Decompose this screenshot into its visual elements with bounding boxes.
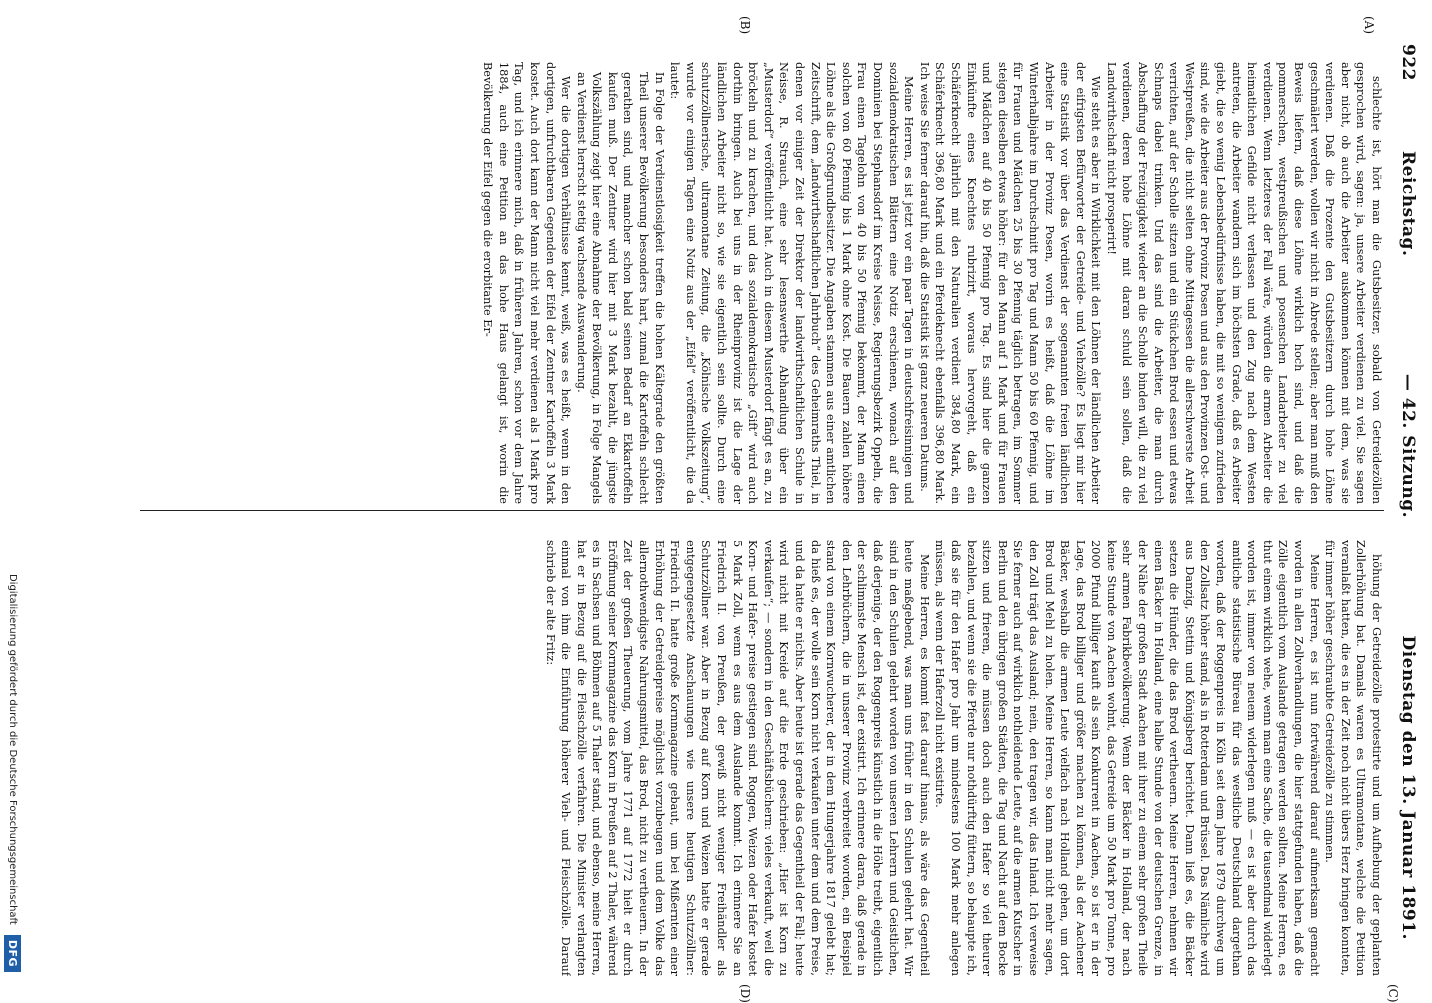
right-text-column bbox=[204, 540, 1384, 976]
page-header bbox=[1392, 44, 1418, 940]
margin-marker-c: (C) bbox=[1386, 984, 1400, 1003]
column-divider bbox=[140, 510, 1384, 511]
paragraph: Wie steht es aber in Wirklichkeit mit den Löhnen der ländlichen Arbeiter der eifrigsten Befürworter der Getreide- und Viehzölle? Es liegt mir hier eine Statistik vor über das Verdienst der sogenannten freien ländlichen Arbeiter in der Provinz Posen, worin es heißt, daß die Löhne im Winterhalbjahre im Durchschnitt pro Tag und Mann 50 bis 60 Pfennig, und für Frauen und Mädchen 25 bis 30 Pfennig täglich betragen, im Sommer steigen dieselben etwas höher: für den Mann auf 1 Mark und für Frauen und Mädchen auf 40 bis 50 Pfennig pro Tag. Es sind hier die ganzen Einkünfte eines Knechtes rubrizirt, woraus hervorgeht, daß ein Schäferknecht jährlich mit den Naturalien verdient 384,80 Mark, ein Schäferknecht 396,80 Mark und ein Pferdeknecht ebenfalls 396,80 Mark. Ich weise Sie ferner darauf hin, daß die Statistik ist ganz neueren Datums. bbox=[917, 62, 1103, 504]
quoted-paragraph: In Folge der Verdienstlosigkeit treffen die hohen Kältegrade den größten Theil unserer Bevölkerung besonders hart, zumal die Kartoffeln schlecht gerathen sind, und mancher schon bald seinen Bedarf an Ekkartoffeln kaufen muß. Der Zentner wird hier mit 3 Mark bezahlt, die jüngste Volkszählung zeigt hier eine Abnahme der Bevölkerung, in Folge Mangels an Verdienst herrscht stetig wachsende Auswanderung. bbox=[574, 72, 666, 504]
margin-marker-d: (D) bbox=[738, 984, 752, 1003]
paragraph: Meine Herren, es kommt fast darauf hinaus, als wäre das Gegentheil heute maßgebend, was man uns früher in den Schulen gelehrt hat. Wir sind in den Schulen gelehrt worden von unseren Lehrern und Geistlichen, daß derjenige, der den Roggenpreis künstlich in die Höhe treibt, eigentlich der schlimmste Mensch ist, der existirt. Ich erinnere daran, daß gerade in den Lehrbüchern, die in unserer Provinz verbreitet worden, ein Beispiel stand von einem Kornwucherer, der in dem Hungerjahre 1817 gelebt hat; da hieß es, der wolle sein Korn nicht verkaufen unter dem und dem Preise, und da hatte er nichts. Aber heute ist gerade das Gegentheil der Fall; heute wird nicht mit Kreide auf die Erde geschrieben: „Hier ist Korn zu verkaufen“; — sondern in den Geschäftsbüchern: vieles verkauft, weil die Korn- und Hafer- preise gestiegen sind. Roggen, Weizen oder Hafer kostet 5 Mark Zoll, wenn es aus dem Auslande kommt. Ich erinnere Sie an Friedrich II. von Preußen, der gewiß nicht weniger Freihändler als Schutzzöllner war. Aber in Bezug auf Korn und Weizen hatte er gerade entgegengesetzte Anschauungen wie unsere heutigen Schutzzöllner: Friedrich II. hatte große Kornmagazine gebaut, um bei Mißernten einer Erhöhung der Getreidepreise möglichst vorzubeugen und dem Volke das allernothwendigste Nahrungsmittel, das Brod, nicht zu vertheuern. In der Zeit der großen Theuerung, vom Jahre 1771 auf 1772 hielt er durch Eröffnung seiner Kornmagazine das Korn in Preußen auf 2 Thaler, während es in Sachsen und Böhmen auf 5 Thaler stand, und ebenso, meine Herren, hat er in Bezug auf die Fleischzölle verfahren. Die Minister verlangten einmal von ihm die Einführung höherer Vieh- und Fleischzölle. Darauf schrieb der alte Fritz: bbox=[543, 540, 931, 976]
margin-marker-a: (A) bbox=[1362, 16, 1376, 35]
digitization-credit bbox=[0, 0, 26, 1000]
paragraph: Meine Herren, es ist jetzt vor ein paar Tagen in deutschfreisinnigen und sozialdemokratischen Blättern eine Notiz erschienen, wonach auf den Dominien bei Stephansdorf im Kreise Neisse, Regierungsbezirk Oppeln, die Frau einen Tagelohn von 40 bis 50 Pfennig bekommt, der Mann einen solchen von 60 Pfennig bis 1 Mark ohne Kost. Die Bauern zahlen höhere Löhne als die Großgrundbesitzer. Die Angaben stammen aus einer amtlichen Zeitschrift, dem „landwirthschaftlichen Jahrbuch“ des Geheimraths Thiel, in denen vor einiger Zeit der Direktor der landwirthschaftlichen Schule in Neisse, R. Strauch, eine sehr lesenswerthe Abhandlung über ein „Musterdorf“ veröffentlicht hat. Auch in diesem Musterdorf fängt es an, zu bröckeln und zu krachen, und das sozialdemokratische „Gift“ wird auch dorthin bringen. Auch bei uns in der Rheinprovinz ist die Lage der ländlichen Arbeiter nicht so, wie sie eigentlich sein sollte. Durch eine schutzzöllnerische, ultramontane Zeitung, die „Kölnische Volkszeitung“, wurde vor einigen Tagen eine Notiz aus der „Eifel“ veröffentlicht, die da lautet: bbox=[668, 62, 916, 504]
paragraph: höhung der Getreidezölle protestirte und um Aufhebung der geplanten Zollerhöhung bat. Damals waren es Ultramontane, welche die Petition veranlaßt hatten, die es in der Zeit noch nicht übers Herz bringen konnten, für immer höher geschraubte Getreidezölle zu stimmen. bbox=[1323, 540, 1383, 976]
paragraph: Wer die dortigen Verhältnisse kennt, weiß, was es heißt, wenn in den dortigen, unfruchtbaren Gegenden der Eifel der Zentner Kartoffeln 3 Mark kostet. Auch dort kann der Mann nicht viel mehr verdienen als 1 Mark pro Tag, und ich erinnere mich, daß in früheren Jahren, schon vor dem Jahre 1884, auch eine Petition an das hohe Haus gelangt ist, worin die Bevölkerung der Eifel gegen die erorbitante Er- bbox=[481, 62, 573, 504]
session-date: Dienstag den 13. Januar 1891. bbox=[1398, 635, 1418, 940]
paragraph: Meine Herren, es ist nun fortwährend darauf aufmerksam gemacht worden in allen Zollverhandlungen, die hier stattgefunden haben, daß die Zölle eigentlich vom Auslande getragen werden sollten. Meine Herren, es thut einem wirklich wehe, wenn man eine Sache, die tausendmal widerlegt worden ist, immer von neuem widerlegen muß — es ist aber durch das amtliche statistische Büreau für das westliche Deutschland dargethan worden, daß der Roggenpreis in Köln seit dem Jahre 1879 durchweg um den Zollsatz höher stand, als in Rotterdam und Brüssel. Das Nämliche wird aus Danzig, Stettin und Königsberg berichtet. Dann ließ es, die Bäcker setzen die Hünder, die das Brod vertheuern. Meine Herren, nehmen wir einen Bäcker in Holland, eine halbe Stunde von der deutschen Grenze, in der Nähe der großen Stadt Aachen mit ihrer zu einem sehr großen Theile sehr armen Fabrikbevölkerung. Wenn der Bäcker in Holland, der nach keine Stunde von Aachen wohnt, das Getreide um 50 Mark pro Tonne, pro 2000 Pfund billiger kauft als sein Konkurrent in Aachen, so ist er in der Lage, das Brod billiger und größer machen zu können, als der Aachener Bäcker, weshalb die armen Leute vielfach nach Holland gehen, um dort Brod und Mehl zu holen. Meine Herren, so kann man nicht mehr sagen, den Zoll trägt das Ausland; nein, den tragen wir, das Inland. Ich verweise Sie ferner auch auf wirklich nothleidende Leute, auf die armen Kutscher in Berlin und den übrigen großen Städten, die Tag und Nacht auf dem Bocke sitzen und frieren, die müssen doch auch den Hafer so viel theurer bezahlen, und wenn sie die Pferde nur nothdürftig füttern, so behaupte ich, daß sie für den Hafer pro Jahr um mindestens 100 Mark mehr anlegen müssen, als wenn der Haferzoll nicht existirte. bbox=[933, 540, 1321, 976]
paragraph: schlechte ist, hört man die Gutsbesitzer, sobald von Getreidezöllen gesprochen wird, sagen: ja, unsere Arbeiter verdienen zu viel. Sie sagen aber nicht, ob auch die Arbeiter auskommen können mit dem, was sie verdienen. Daß die Prozente den Gutsbesitzern durch hohe Löhne geschmälert werden, wollen wir nicht in Abrede stellen; aber man muß den Beweis liefern, daß diese Löhne wirklich hoch sind, und daß die pommerschen, westpreußischen und posenschen Landarbeiter zu viel verdienen. Wenn letzteres der Fall wäre, würden die armen Arbeiter die heimatlichen Gefilde nicht verlassen und den Zug nach dem Westen antreten, die Arbeiter wandern sich im höchsten Grade, daß es Arbeiter giebt, die so wenig Lebensbedürfnisse haben, die mit so wenigem zufrieden sind, wie die Arbeiter aus der Provinz Posen und aus den Provinzen Ost- und Westpreußen, die nicht selten ohne Mittagessen die allerschwerste Arbeit verrichten, auf der Scholle sitzen und ein Stückchen Brod essen und etwas Schnaps dabei trinken. Und das sind die Arbeiter, die man durch Abschaffung der Freizügigkeit wieder an die Scholle binden will, die zu viel verdienen, deren hohe Löhne mit daran schuld sein sollen, daß die Landwirthschaft nicht prosperirt! bbox=[1104, 62, 1383, 504]
header-left bbox=[1398, 44, 1418, 256]
publication-title: Reichstag. bbox=[1398, 151, 1418, 257]
page-number: 922 bbox=[1398, 44, 1418, 81]
dfg-logo: DFG bbox=[5, 935, 22, 972]
credit-text: Digitalisierung gefördert durch die Deutsche Forschungsgemeinschaft bbox=[7, 573, 19, 925]
left-text-column bbox=[184, 62, 1384, 504]
session-title: — 42. Sitzung. bbox=[1398, 373, 1418, 519]
margin-marker-b: (B) bbox=[738, 16, 752, 35]
